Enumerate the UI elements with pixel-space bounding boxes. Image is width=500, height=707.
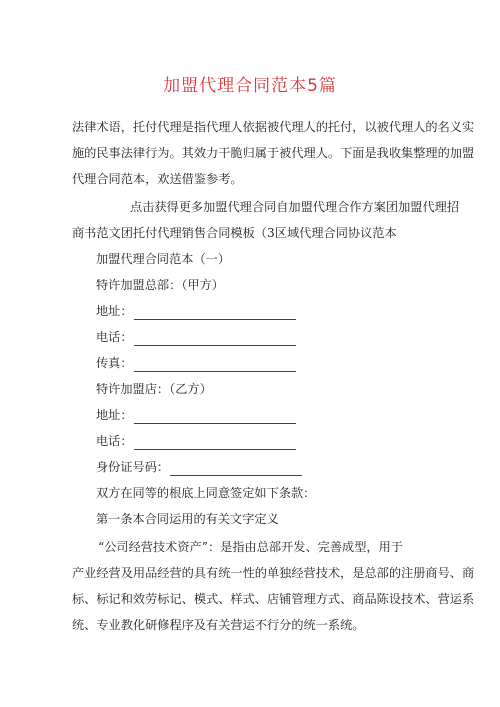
- address-blank: [134, 305, 296, 320]
- document-title: 加盟代理合同范本5篇: [163, 76, 337, 96]
- address-blank: [134, 409, 296, 424]
- intro-line: 代理合同范本，欢送借鉴参考。: [72, 172, 243, 186]
- party-a-label: 特许加盟总部：（甲方）: [96, 278, 224, 292]
- phone-blank: [134, 331, 296, 346]
- party-a-fax-row: [96, 354, 458, 372]
- related-links-line[interactable]: 点击获得更多加盟代理合同自加盟代理合作方案团加盟代理招: [130, 200, 460, 214]
- definition-line: “公司经营技术资产”：是指由总部开发、完善成型，用于: [98, 540, 403, 554]
- party-b-label: 特许加盟店：（乙方）: [96, 382, 212, 396]
- definition-line: 产业经营及用品经营的具有统一性的单独经营技术，是总部的注册商号、商: [72, 566, 475, 580]
- agreement-line: 双方在同等的根底上同意签定如下条款：: [96, 486, 316, 500]
- id-label: 身份证号码：: [96, 460, 170, 474]
- party-b-phone-row: [96, 432, 458, 450]
- phone-label: 电话：: [96, 330, 133, 344]
- definition-line: 统、专业教化研修程序及有关营运不行分的统一系统。: [72, 618, 365, 632]
- article-heading: 第一条本合同运用的有关文字定义: [96, 512, 279, 526]
- definition-line: 标、标记和效劳标记、模式、样式、店铺管理方式、商品陈设技术、营运系: [72, 592, 475, 606]
- party-b-id-row: [96, 458, 458, 476]
- phone-blank: [134, 435, 296, 450]
- fax-label: 传真：: [96, 356, 133, 370]
- related-links-line[interactable]: 商书范文团托付代理销售合同模板（3区域代理合同协议范本: [72, 226, 397, 240]
- phone-label: 电话：: [96, 434, 133, 448]
- id-blank: [170, 461, 302, 476]
- intro-line: 法律术语，托付代理是指代理人依据被代理人的托付，以被代理人的名义实: [72, 120, 475, 134]
- address-label: 地址：: [96, 304, 133, 318]
- party-a-phone-row: [96, 328, 458, 346]
- party-b-address-row: [96, 406, 458, 424]
- address-label: 地址：: [96, 408, 133, 422]
- contract-heading: 加盟代理合同范本（一）: [96, 252, 231, 266]
- fax-blank: [134, 357, 296, 372]
- party-a-address-row: [96, 302, 458, 320]
- intro-line: 施的民事法律行为。其效力干脆归属于被代理人。下面是我收集整理的加盟: [72, 146, 475, 160]
